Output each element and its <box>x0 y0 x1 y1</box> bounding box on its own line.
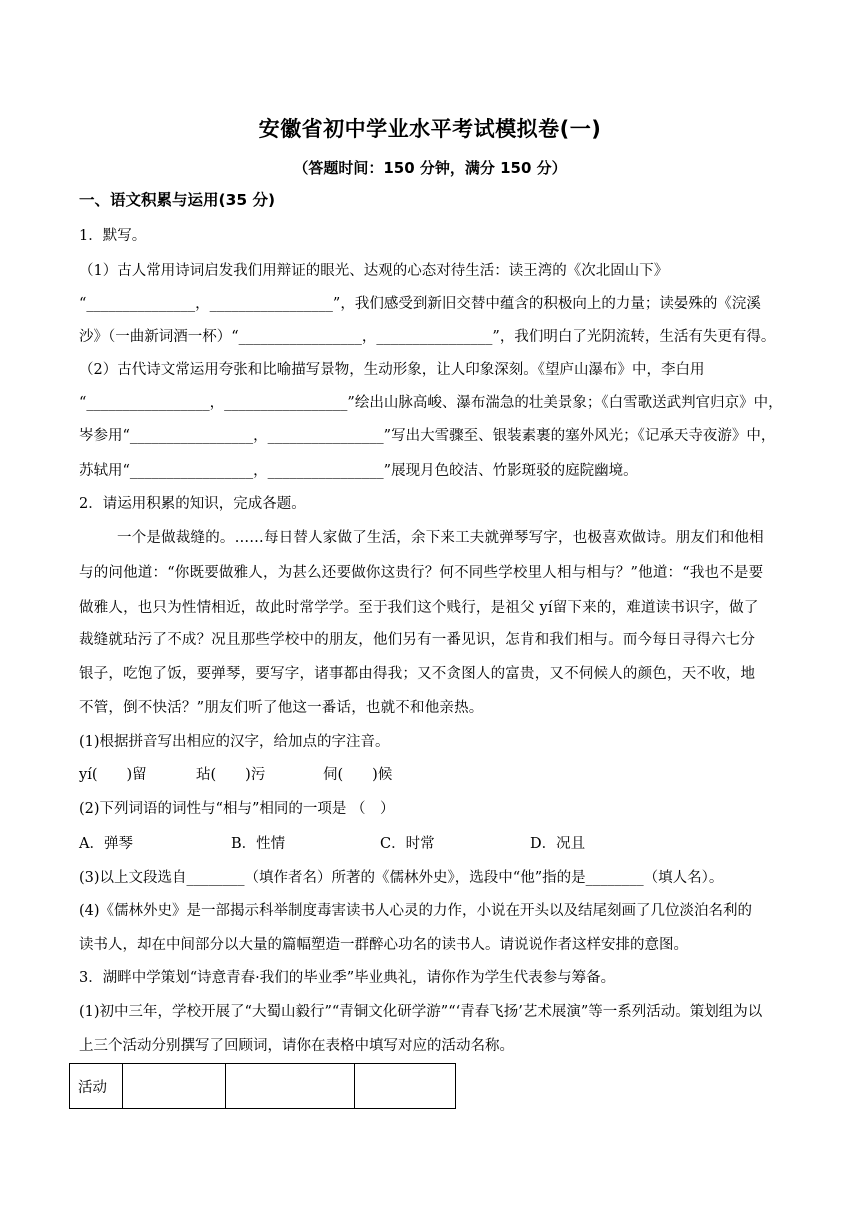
passage-line: 银子，吃饱了饭，要弹琴，要写字，诸事都由得我；又不贪图人的富贵，又不伺候人的颜色，天不收，地 <box>79 666 756 682</box>
passage-line: 做雅人，也只为性情相近，故此时常学学。至于我们这个贱行，是祖父 yí留下来的，难道读书识字，做了 <box>79 600 759 616</box>
option-a: A．弹琴 <box>79 836 133 852</box>
passage-line: 不管，倒不快活？”朋友们听了他这一番话，也就不和他亲热。 <box>79 700 484 716</box>
activity-answer-cell[interactable] <box>123 1064 226 1109</box>
pinyin-item: yí( )留 <box>79 767 147 783</box>
passage-line: 一个是做裁缝的。……每日替人家做了生活，余下来工夫就弹琴写字，也极喜欢做诗。朋友们和他相 <box>117 530 764 546</box>
q2-sub2: (2)下列词语的词性与“相与”相同的一项是 （ ） <box>79 801 395 817</box>
passage-line: 与的问他道：“你既要做雅人，为甚么还要做你这贵行？何不同些学校里人相与相与？”他道：“我也不是要 <box>79 565 764 581</box>
table-row <box>70 1064 456 1109</box>
activity-table <box>69 1063 456 1109</box>
table-header-cell: 活动 <box>70 1064 123 1109</box>
q1-p2-line1: （2）古代诗文常运用夸张和比喻描写景物，生动形象，让人印象深刻。《望庐山瀑布》中，李白用 <box>79 362 705 378</box>
q1-p2-line2: “_________________，_________________”绘出山脉高峻、瀑布湍急的壮美景象；《白雪歌送武判官归京》中， <box>79 395 783 411</box>
q2-title: 2．请运用积累的知识，完成各题。 <box>79 496 306 512</box>
q1-p1-line1: （1）古人常用诗词启发我们用辩证的眼光、达观的心态对待生活：读王湾的《次北固山下》 <box>79 263 669 279</box>
section-heading: 一、语文积累与运用(35 分) <box>79 191 276 209</box>
option-b: B．性情 <box>231 836 286 852</box>
page-subtitle: （答题时间：150 分钟，满分 150 分） <box>293 159 567 177</box>
q1-p1-line3: 沙》（一曲新词酒一杯）“_________________，________________”，我们明白了光阴流转，生活有失更有得。 <box>79 329 776 345</box>
q2-sub4-line2: 读书人，却在中间部分以大量的篇幅塑造一群醉心功名的读书人。请说说作者这样安排的意图。 <box>79 937 688 953</box>
option-c: C．时常 <box>380 836 435 852</box>
q3-title: 3．湖畔中学策划“诗意青春·我们的毕业季”毕业典礼，请你作为学生代表参与筹备。 <box>79 970 616 986</box>
q1-title: 1．默写。 <box>79 228 147 244</box>
pinyin-item: 玷( )污 <box>196 767 266 783</box>
activity-answer-cell[interactable] <box>355 1064 456 1109</box>
pinyin-item: 伺( )候 <box>323 767 393 783</box>
q1-p1-line2: “_______________，_________________”，我们感受到新旧交替中蕴含的积极向上的力量；读晏殊的《浣溪 <box>79 296 761 312</box>
page-title: 安徽省初中学业水平考试模拟卷(一) <box>258 117 602 141</box>
q3-sub1-line2: 上三个活动分别撰写了回顾词，请你在表格中填写对应的活动名称。 <box>79 1038 514 1054</box>
q1-p2-line4: 苏轼用“_________________，________________”展现月色皎洁、竹影斑驳的庭院幽境。 <box>79 463 638 479</box>
q2-sub3: (3)以上文段选自________（填作者名）所著的《儒林外史》，选段中“他”指的是________（填人名）。 <box>79 870 724 886</box>
option-d: D．况且 <box>530 836 586 852</box>
activity-answer-cell[interactable] <box>226 1064 355 1109</box>
passage-line: 裁缝就玷污了不成？况且那些学校中的朋友，他们另有一番见识，怎肯和我们相与。而今每日寻得六七分 <box>79 632 756 648</box>
q2-sub4-line1: (4)《儒林外史》是一部揭示科举制度毒害读书人心灵的力作，小说在开头以及结尾刻画了几位淡泊名利的 <box>79 903 753 919</box>
q1-p2-line3: 岑参用“_________________，________________”写出大雪骤至、银装素裹的塞外风光；《记承天寺夜游》中， <box>79 428 776 444</box>
q2-sub1: (1)根据拼音写出相应的汉字，给加点的字注音。 <box>79 734 390 750</box>
q3-sub1-line1: (1)初中三年，学校开展了“大蜀山毅行”“青铜文化研学游”“‘青春飞扬’艺术展演”等一系列活动。策划组为以 <box>79 1004 763 1020</box>
